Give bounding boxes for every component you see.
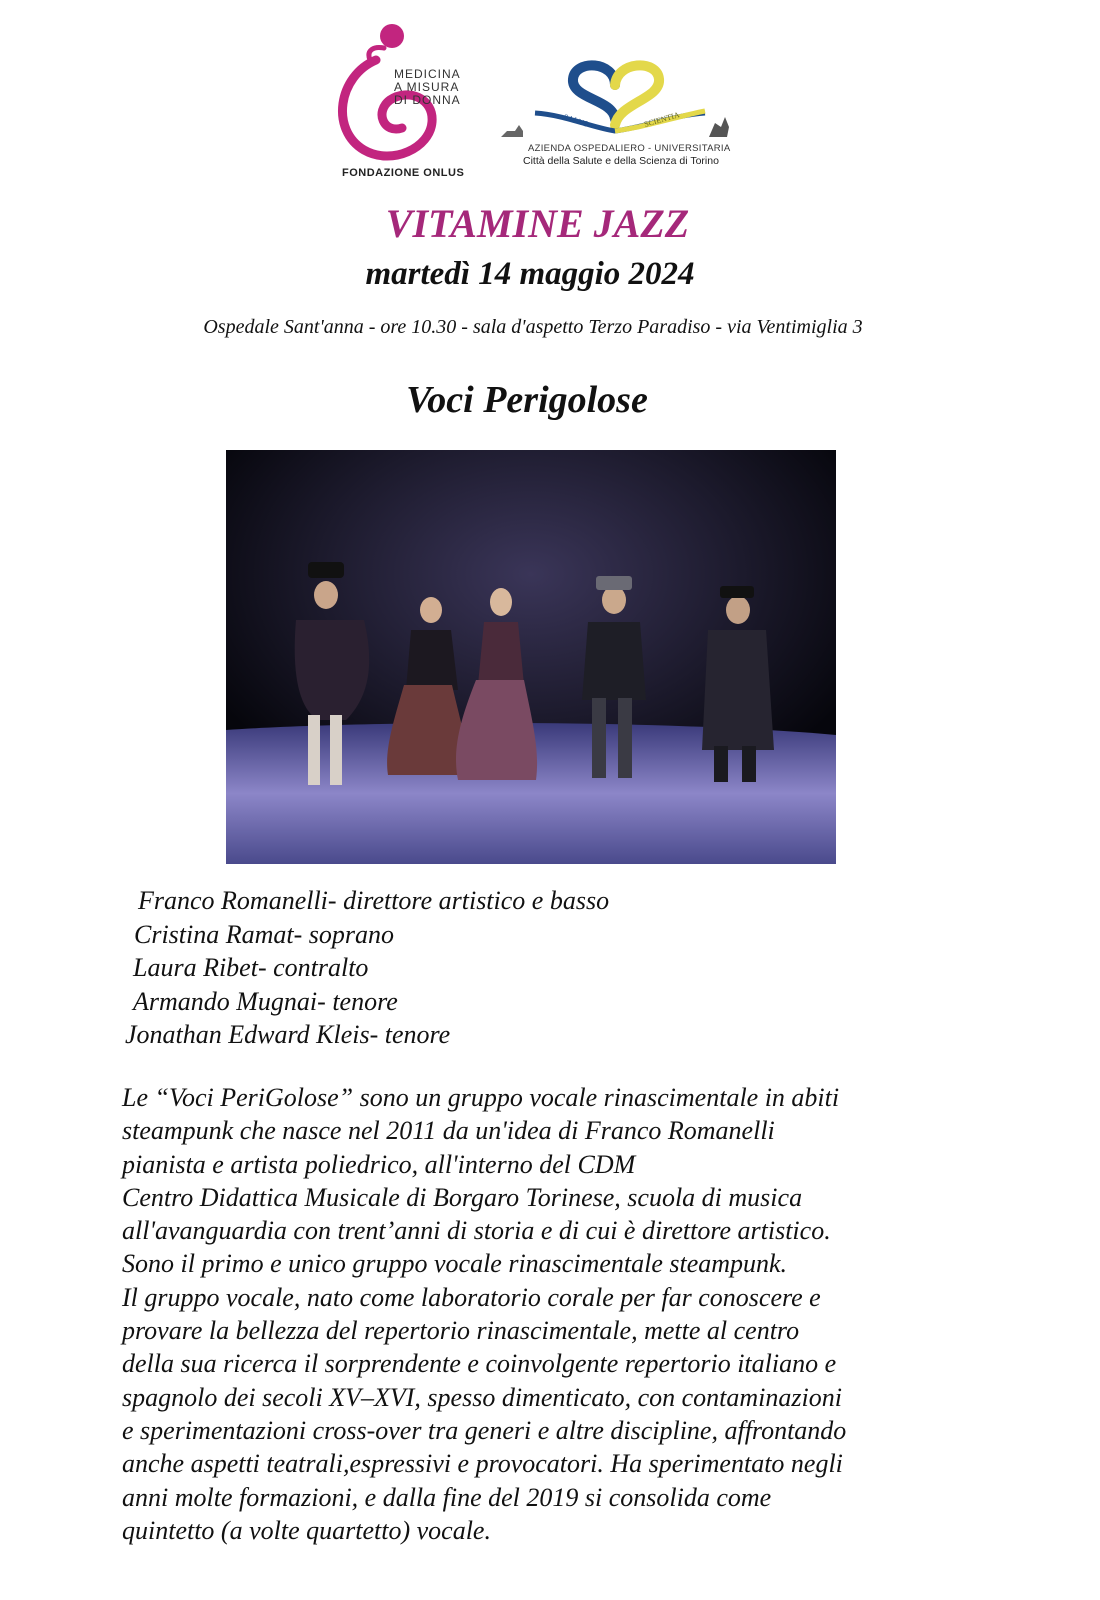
- logo-text-line: DI DONNA: [394, 93, 461, 107]
- ribbon-left-label: SALUS: [562, 112, 590, 129]
- event-venue: Ospedale Sant'anna - ore 10.30 - sala d'aspetto Terzo Paradiso - via Ventimiglia 3: [203, 316, 863, 338]
- description-line: spagnolo dei secoli XV–XVI, spesso dimenticato, con contaminazioni: [122, 1382, 842, 1412]
- member-line: Jonathan Edward Kleis- tenore: [125, 1020, 451, 1049]
- description-line: Le “Voci PeriGolose” sono un gruppo vocale rinascimentale in abiti: [122, 1083, 840, 1112]
- group-name: Voci Perigolose: [406, 379, 648, 421]
- description-line: all'avanguardia con trent’anni di storia e di cui è direttore artistico.: [122, 1216, 831, 1246]
- description-line: pianista e artista poliedrico, all'interno del CDM: [122, 1149, 636, 1179]
- description-line: steampunk che nasce nel 2011 da un'idea di Franco Romanelli: [122, 1116, 775, 1146]
- description-line: Il gruppo vocale, nato come laboratorio corale per far conoscere e: [122, 1282, 821, 1312]
- member-line: Laura Ribet- contralto: [133, 953, 369, 982]
- member-line: Cristina Ramat- soprano: [134, 919, 395, 949]
- ribbon-right-label: SCIENTIA: [643, 110, 681, 129]
- citta-della-salute-logo: [495, 55, 740, 175]
- description-line: anni molte formazioni, e dalla fine del 2019 si consolida come: [122, 1482, 772, 1512]
- hospital-line-1: AZIENDA OSPEDALIERO - UNIVERSITARIA: [528, 143, 731, 154]
- page-title: VITAMINE JAZZ: [385, 201, 690, 246]
- group-photo: [226, 450, 836, 864]
- description-line: della sua ricerca il sorprendente e coinvolgente repertorio italiano e: [122, 1349, 837, 1379]
- description: [122, 1081, 846, 1547]
- member-line: Armando Mugnai- tenore: [133, 986, 398, 1016]
- members-list: [120, 884, 609, 1052]
- torino-crest-icon: [501, 125, 523, 137]
- logo-text-line: A MISURA: [394, 80, 460, 94]
- description-line: quintetto (a volte quartetto) vocale.: [122, 1515, 491, 1545]
- description-line: provare la bellezza del repertorio rinascimentale, mette al centro: [122, 1316, 800, 1346]
- description-line: Centro Didattica Musicale di Borgaro Torinese, scuola di musica: [122, 1182, 803, 1212]
- salus-scientia-emblem-icon: [495, 55, 740, 145]
- description-line: anche aspetti teatrali,espressivi e provocatori. Ha sperimentato negli: [122, 1449, 843, 1479]
- event-date: martedì 14 maggio 2024: [365, 256, 695, 292]
- medicina-a-misura-di-donna-logo: [330, 18, 490, 183]
- hospital-line-2: Città della Salute e della Scienza di Torino: [523, 155, 719, 167]
- description-line: e sperimentazioni cross-over tra generi e altre discipline, affrontando: [122, 1415, 847, 1445]
- description-line: Sono il primo e unico gruppo vocale rinascimentale steampunk.: [122, 1249, 788, 1279]
- bull-icon: [709, 117, 729, 137]
- logo-footer-text: FONDAZIONE ONLUS: [342, 167, 465, 179]
- logo-text-line: MEDICINA: [394, 67, 461, 81]
- member-line: Franco Romanelli- direttore artistico e basso: [138, 886, 610, 915]
